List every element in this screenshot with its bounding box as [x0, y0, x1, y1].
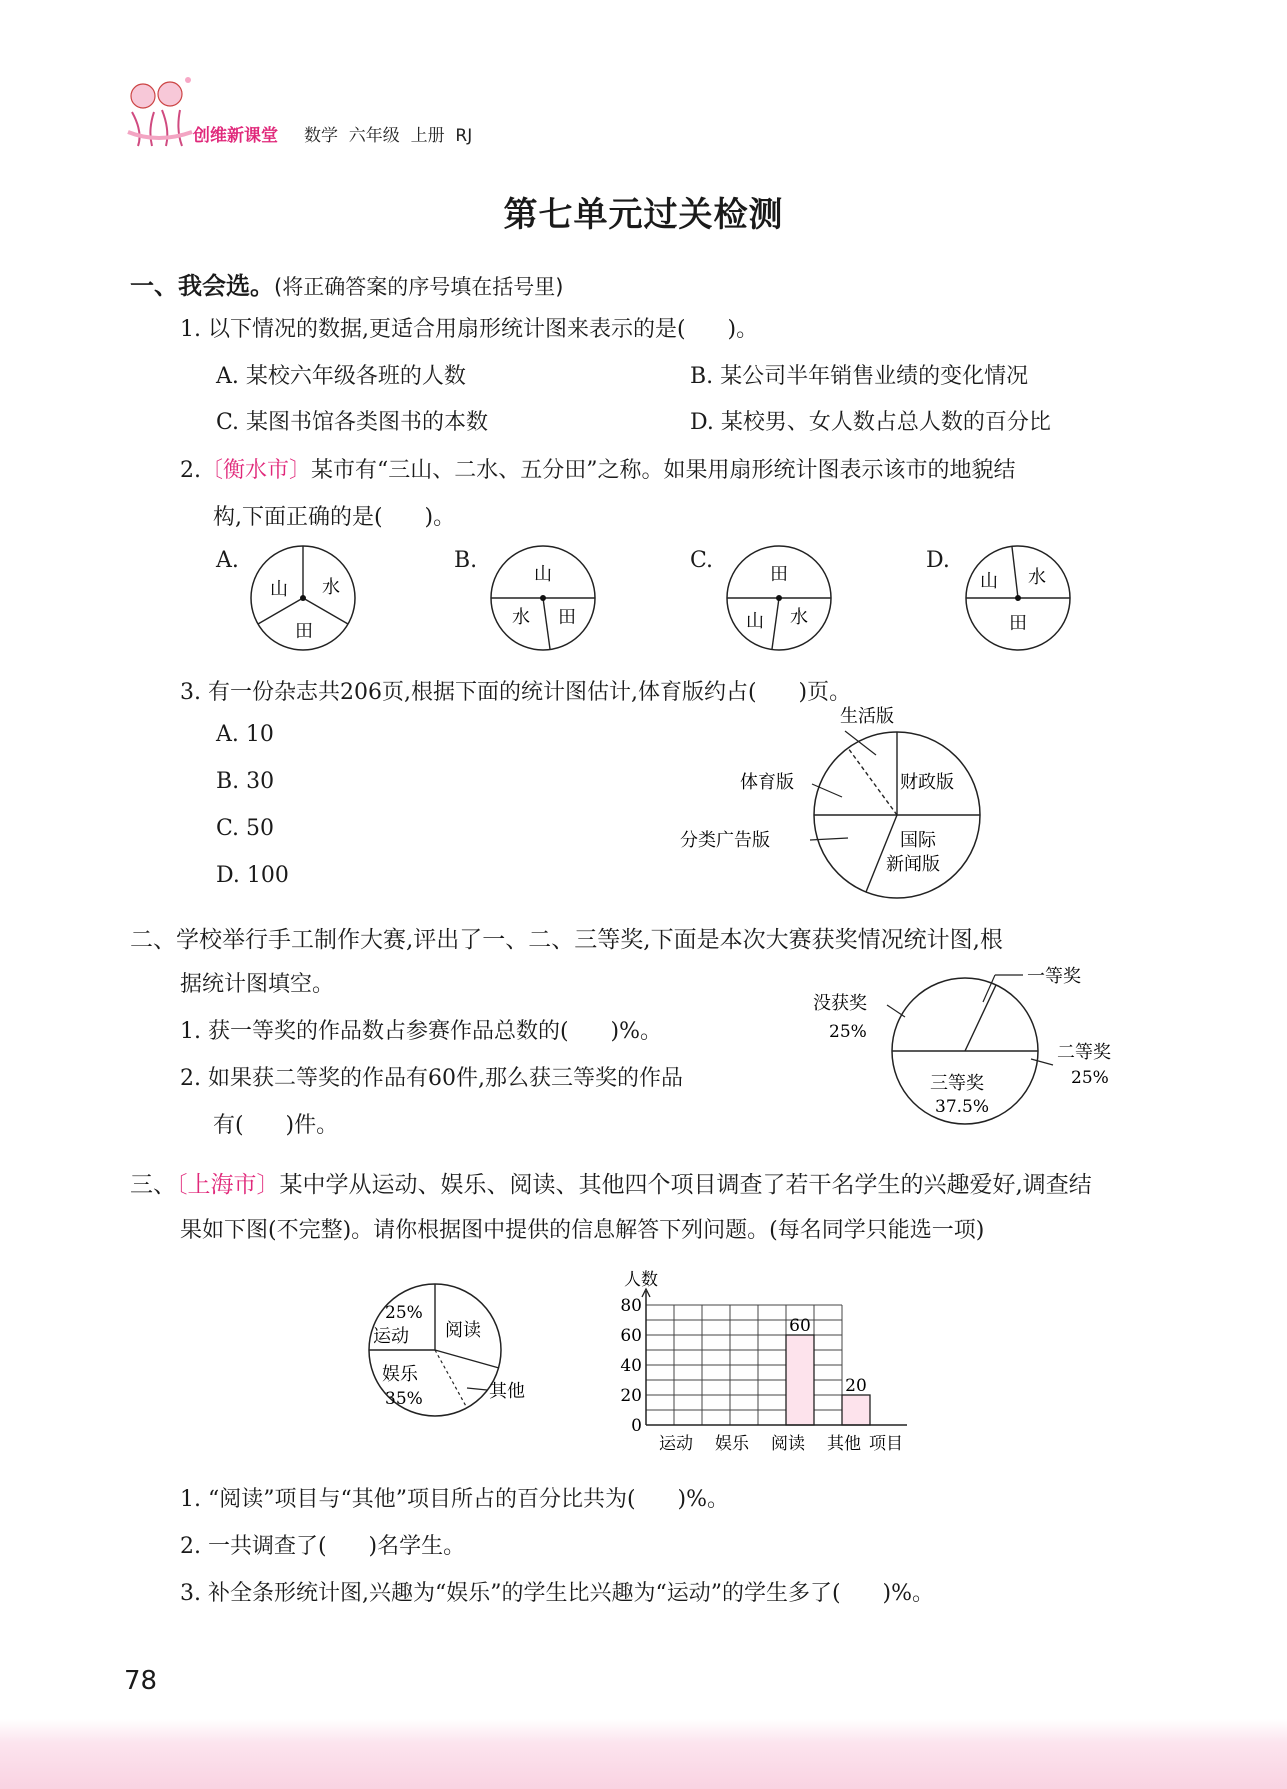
q2-2-text-b: 有( )件。 [213, 1113, 339, 1138]
section3-line2: 果如下图(不完整)。请你根据图中提供的信息解答下列问题。(每名同学只能选一项) [180, 1218, 985, 1243]
q1-2-pie-d [965, 545, 1075, 655]
pie-c-label-tian: 田 [770, 564, 788, 585]
kids-logo-icon [118, 72, 198, 150]
interest-label-other: 其他 [489, 1381, 525, 1402]
y-tick-label: 80 [620, 1296, 642, 1316]
pie-b-label-tian: 田 [558, 607, 576, 628]
award-pie [805, 955, 1135, 1135]
award-pct-second: 25% [1071, 1068, 1109, 1088]
q1-2-option-b: B. [454, 548, 478, 573]
bar-value-label: 20 [845, 1376, 867, 1396]
award-label-third: 三等奖 [930, 1073, 984, 1094]
q1-3-option-a: A. 10 [216, 722, 274, 747]
bottom-decor-band [0, 1719, 1287, 1789]
section3-region-tag: 〔上海市〕 [176, 1172, 280, 1198]
x-tick-label: 运动 [659, 1434, 693, 1454]
section1-title: 一、我会选。 [130, 272, 274, 300]
magazine-label-life: 生活版 [840, 706, 894, 727]
section3-number: 三、 [130, 1172, 176, 1198]
section1-note: (将正确答案的序号填在括号里) [274, 275, 564, 299]
interest-pct-ent: 35% [385, 1389, 423, 1409]
q2-1-text: 1. 获一等奖的作品数占参赛作品总数的( )%。 [180, 1019, 663, 1044]
x-tick-label: 阅读 [771, 1434, 805, 1454]
pie-a-label-tian: 田 [295, 621, 313, 642]
q1-3-option-b: B. 30 [216, 769, 275, 794]
q1-2-pie-b [490, 545, 600, 655]
q1-2-option-d: D. [926, 548, 950, 573]
brand-name: 创维新课堂 [193, 126, 278, 146]
pie-d-label-shui: 水 [1028, 567, 1046, 588]
q1-2-region-tag: 〔衡水市〕 [201, 458, 312, 483]
section3-line1 [130, 1166, 1092, 1199]
magazine-label-intl2: 新闻版 [886, 854, 940, 875]
x-tick-label: 其他 [827, 1434, 861, 1454]
q1-2-number: 2. [180, 458, 201, 483]
q1-3-option-d: D. 100 [216, 863, 289, 888]
y-tick-label: 60 [620, 1326, 642, 1346]
section3-text1: 某中学从运动、娱乐、阅读、其他四个项目调查了若干名学生的兴趣爱好,调查结 [279, 1172, 1092, 1198]
q1-2-option-a: A. [216, 548, 239, 573]
interest-pie [355, 1280, 555, 1430]
page-number: 78 [124, 1666, 158, 1696]
q1-2-line2: 构,下面正确的是( )。 [213, 505, 456, 530]
q1-2-text1: 某市有“三山、二水、五分田”之称。如果用扇形统计图表示该市的地貌结 [311, 458, 1016, 483]
x-axis-label: 项目 [869, 1434, 903, 1454]
interest-label-ent: 娱乐 [382, 1364, 418, 1385]
q1-3-option-c: C. 50 [216, 816, 275, 841]
q1-2-option-c: C. [690, 548, 714, 573]
bar-3 [786, 1335, 814, 1425]
bar-4 [842, 1395, 870, 1425]
page-title: 第七单元过关检测 [503, 195, 784, 235]
y-tick-label: 0 [631, 1416, 642, 1436]
x-tick-label: 娱乐 [715, 1434, 749, 1454]
award-pct-none: 25% [829, 1022, 867, 1042]
interest-label-sport: 运动 [373, 1326, 409, 1347]
pie-b-label-shan: 山 [534, 564, 552, 585]
book-info: 数学 六年级 上册 RJ [304, 126, 473, 146]
pie-c-label-shui: 水 [790, 607, 808, 628]
bar-chart-axes [620, 1270, 907, 1454]
bar-value-label: 60 [789, 1316, 811, 1336]
y-tick-label: 20 [620, 1386, 642, 1406]
q1-3-magazine-pie [670, 700, 990, 900]
magazine-label-sports: 体育版 [740, 772, 794, 793]
q1-1-option-a: A. 某校六年级各班的人数 [216, 364, 466, 389]
q1-1-text: 1. 以下情况的数据,更适合用扇形统计图来表示的是( )。 [180, 317, 759, 342]
award-label-second: 二等奖 [1057, 1042, 1111, 1063]
magazine-label-finance: 财政版 [900, 772, 954, 793]
q1-2-pie-c [726, 545, 836, 655]
q3-1-text: 1. “阅读”项目与“其他”项目所占的百分比共为( )%。 [180, 1487, 730, 1512]
q3-2-text: 2. 一共调查了( )名学生。 [180, 1534, 466, 1559]
pie-b-label-shui: 水 [512, 607, 530, 628]
section1-heading [130, 266, 563, 301]
section2-line2: 据统计图填空。 [180, 972, 335, 997]
award-label-first: 一等奖 [1027, 966, 1081, 987]
q3-3-text: 3. 补全条形统计图,兴趣为“娱乐”的学生比兴趣为“运动”的学生多了( )%。 [180, 1581, 934, 1606]
pie-d-label-tian: 田 [1009, 613, 1027, 634]
award-pct-third: 37.5% [935, 1097, 990, 1117]
q1-2-pie-a [250, 545, 360, 655]
pie-d-label-shan: 山 [980, 571, 998, 592]
y-axis-label: 人数 [624, 1270, 658, 1290]
q1-1-option-c: C. 某图书馆各类图书的本数 [216, 410, 489, 435]
pie-a-label-shui: 水 [322, 577, 340, 598]
magazine-label-intl1: 国际 [900, 830, 936, 851]
pie-c-label-shan: 山 [746, 611, 764, 632]
section2-line1: 二、学校举行手工制作大赛,评出了一、二、三等奖,下面是本次大赛获奖情况统计图,根 [130, 927, 1003, 953]
bar-chart-bars [786, 1316, 870, 1425]
q1-1-option-b: B. 某公司半年销售业绩的变化情况 [690, 364, 1029, 389]
interest-label-read: 阅读 [445, 1320, 481, 1341]
q1-3-text: 3. 有一份杂志共206页,根据下面的统计图估计,体育版约占( )页。 [180, 680, 852, 705]
q2-2-text-a: 2. 如果获二等奖的作品有60件,那么获三等奖的作品 [180, 1066, 683, 1091]
y-tick-label: 40 [620, 1356, 642, 1376]
pie-a-label-shan: 山 [270, 579, 288, 600]
award-label-none: 没获奖 [813, 993, 867, 1014]
interest-bar-chart [600, 1255, 960, 1455]
q1-2-line1 [180, 453, 1016, 484]
q1-1-option-d: D. 某校男、女人数占总人数的百分比 [690, 410, 1051, 435]
magazine-label-ads: 分类广告版 [680, 830, 770, 851]
interest-pct-sport: 25% [385, 1303, 423, 1323]
